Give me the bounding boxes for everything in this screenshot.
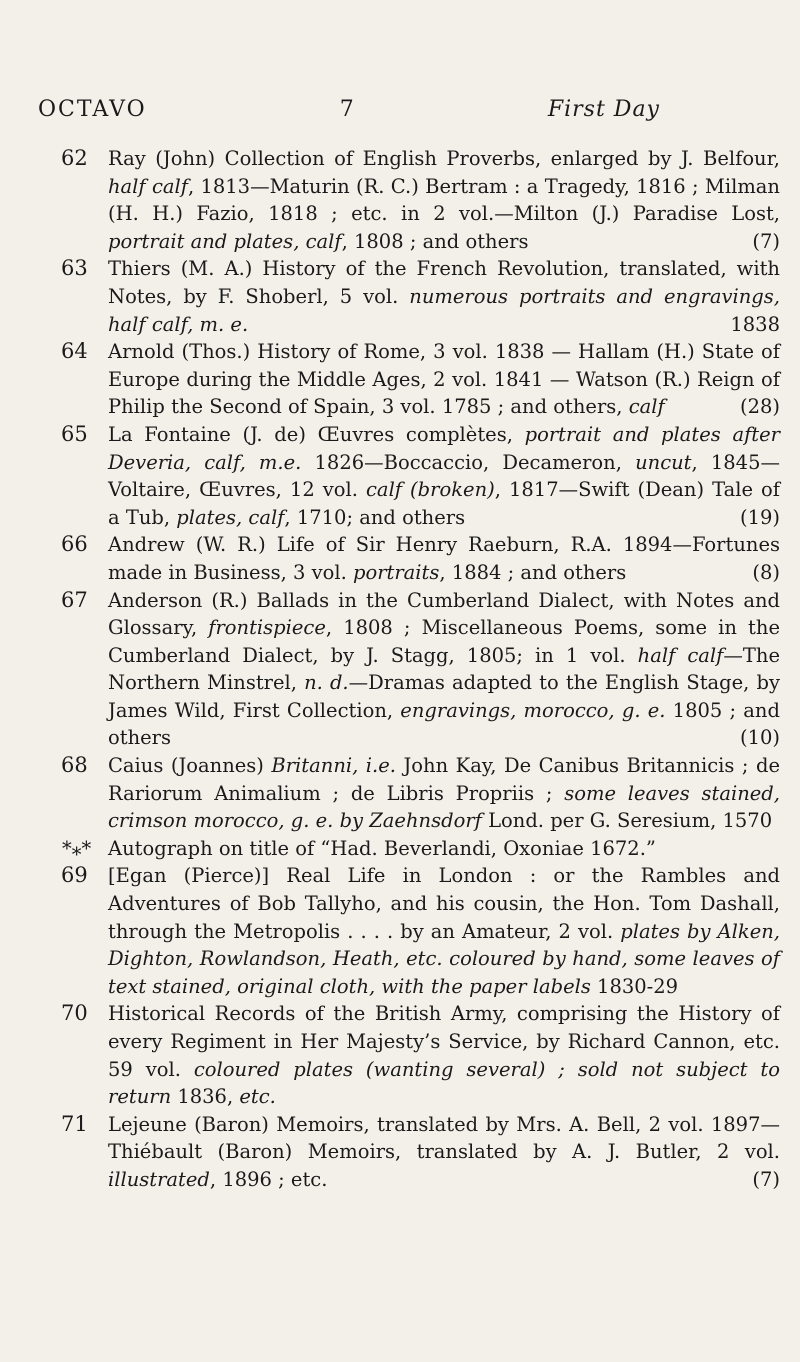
lot-description xyxy=(108,587,780,753)
lot-text-segment: 1826—Boccaccio, Decameron, xyxy=(301,450,636,474)
lot-description xyxy=(108,145,780,255)
lot-description xyxy=(108,531,780,586)
lot-text-segment: Anderson (R.) Ballads in the Cumberland Dialect, with Notes and Glossary, xyxy=(108,588,780,640)
lot-text-italic: portraits xyxy=(352,560,440,584)
lot-text-segment: Lejeune (Baron) Memoirs, translated by Mrs. A. Bell, 2 vol. 1897—Thiébault (Baron) Memoirs, translated by A. J. Butler, 2 vol. xyxy=(108,1112,780,1164)
lot-text-italic: uncut xyxy=(635,450,692,474)
note-text: Autograph on title of “Had. Beverlandi, Oxoniae 1672.” xyxy=(108,836,656,860)
lot-text-italic: half calf xyxy=(108,174,188,198)
lot-text-segment: , 1884 ; and others xyxy=(439,560,627,584)
lot-text-italic: Britanni, i.e. xyxy=(271,754,396,778)
lot-price: (28) xyxy=(739,395,780,419)
lot-text-segment: Historical Records of the British Army, comprising the History of every Regiment in Her Majesty’s Service, by Richard Cannon, etc. 59 vol. xyxy=(108,1002,780,1081)
lot-text-segment: , 1817—Swift (Dean) Tale of a Tub, xyxy=(108,478,780,529)
lot-text-italic: plates, calf xyxy=(176,505,285,529)
lot-entry xyxy=(58,862,780,1000)
lot-text-segment: Andrew (W. R.) Life of Sir Henry Raeburn, R.A. 1894—Fortunes made in Business, 3 vol. xyxy=(108,533,780,584)
lot-text-italic: etc. xyxy=(239,1085,276,1109)
lot-entry xyxy=(58,421,780,531)
lot-number: 71 xyxy=(61,1111,88,1136)
lot-text-segment: Lond. per G. Seresium, 1570 xyxy=(481,809,773,833)
header-day: First Day xyxy=(547,97,660,122)
lot-number: 68 xyxy=(61,753,88,778)
lot-description xyxy=(108,862,780,1000)
lot-entry xyxy=(58,752,780,862)
lot-text-italic: portrait and plates after Deveria, calf, m.e. xyxy=(108,422,780,474)
lot-number: 66 xyxy=(61,532,88,557)
lot-text-italic: half calf xyxy=(637,643,724,667)
lot-entry xyxy=(58,1111,780,1194)
lot-entry xyxy=(58,338,780,421)
lot-text-segment: —Dramas adapted to the English Stage, by James Wild, First Collection, xyxy=(108,671,780,722)
lot-text-segment: , 1813—Maturin (R. C.) Bertram : a Tragedy, 1816 ; Milman (H. H.) Fazio, 1818 ; etc. in 2 vol.—Milton (J.) Paradise Lost, xyxy=(108,174,780,226)
lot-text-segment: Caius (Joannes) xyxy=(108,754,272,778)
page-header xyxy=(38,97,660,122)
lot-price: (7) xyxy=(752,1167,780,1191)
lot-text-italic: some leaves stained, crimson morocco, g. e. by Zaehnsdorf xyxy=(108,781,780,833)
lot-number: 64 xyxy=(61,339,88,364)
lot-price: 1838 xyxy=(730,312,780,336)
lot-text-segment: 1805 ; and others xyxy=(108,698,780,750)
lot-text-segment: 1836, xyxy=(171,1085,240,1109)
lot-text-segment: —The Northern Minstrel, xyxy=(108,643,780,695)
lot-text-segment: [Egan (Pierce)] Real Life in London : or the Rambles and Adventures of Bob Tallyho, and his cousin, the Hon. Tom Dashall, through the Metropolis . . . . by an Amateur, 2 vol. xyxy=(108,864,780,943)
lot-description xyxy=(108,1111,780,1194)
lot-text-segment: 1830-29 xyxy=(590,974,679,998)
lot-text-segment: John Kay, De Canibus Britannicis ; de Rariorum Animalium ; de Libris Propriis ; xyxy=(108,754,780,805)
lot-text-italic: coloured plates (wanting several) ; sold not subject to return xyxy=(108,1057,780,1109)
lot-description xyxy=(108,421,780,531)
lot-text-segment: Arnold (Thos.) History of Rome, 3 vol. 1838 — Hallam (H.) State of Europe during the Middle Ages, 2 vol. 1841 — Watson (R.) Reign of Philip the Second of Spain, 3 vol. 1785 ; and others, xyxy=(108,340,780,419)
lot-text-segment: Ray (John) Collection of English Proverbs, enlarged by J. Belfour, xyxy=(108,147,780,170)
lot-price: (7) xyxy=(752,229,780,253)
lot-number: 63 xyxy=(61,256,88,281)
lot-description xyxy=(108,255,780,338)
lot-price: (19) xyxy=(739,505,780,529)
lot-entry xyxy=(58,587,780,753)
lot-entry xyxy=(58,531,780,586)
lot-number: 70 xyxy=(61,1001,88,1026)
lot-text-italic: calf (broken) xyxy=(366,478,495,502)
lot-text-segment: La Fontaine (J. de) Œuvres complètes, xyxy=(108,422,525,446)
lot-entry xyxy=(58,255,780,338)
lot-text-italic: numerous portraits and engravings, half calf, m. e. xyxy=(108,284,780,336)
header-format: OCTAVO xyxy=(38,97,147,122)
lot-entry xyxy=(58,1000,780,1110)
lot-text-italic: engravings, morocco, g. e. xyxy=(400,698,666,722)
page-number: 7 xyxy=(339,97,355,122)
lot-description xyxy=(108,338,780,421)
lot-number: 67 xyxy=(61,587,88,612)
lot-text-segment: , 1845—Voltaire, Œuvres, 12 vol. xyxy=(108,450,780,502)
lot-description xyxy=(108,1000,780,1110)
lot-text-segment: , 1896 ; etc. xyxy=(209,1167,328,1191)
lot-text-italic: calf xyxy=(628,395,665,419)
lot-price: (8) xyxy=(752,560,780,584)
lot-entry xyxy=(58,145,780,255)
lot-text-segment: , 1808 ; Miscellaneous Poems, some in the Cumberland Dialect, by J. Stagg, 1805; in 1 vol. xyxy=(108,616,780,667)
lot-text-italic: illustrated xyxy=(108,1167,210,1191)
lot-text-italic: portrait and plates, calf xyxy=(108,229,342,253)
lot-note xyxy=(62,835,780,863)
lot-text-italic: plates by Alken, Dighton, Rowlandson, Heath, etc. coloured by hand, some leaves of text stained, original cloth, with the paper labels xyxy=(108,919,780,998)
lot-text-segment: , 1808 ; and others xyxy=(341,229,529,253)
lot-text-italic: frontispiece xyxy=(208,616,326,640)
lot-text-segment: Thiers (M. A.) History of the French Revolution, translated, with Notes, by F. Shoberl, 5 vol. xyxy=(108,257,780,308)
note-asterism: *⁎* xyxy=(62,836,92,860)
lot-number: 62 xyxy=(61,146,88,170)
lot-number: 65 xyxy=(61,421,88,446)
lot-list xyxy=(58,145,780,1194)
lot-number: 69 xyxy=(61,863,88,888)
lot-text-italic: n. d. xyxy=(304,671,349,695)
lot-text-segment: , 1710; and others xyxy=(284,505,466,529)
lot-price: (10) xyxy=(739,726,780,750)
